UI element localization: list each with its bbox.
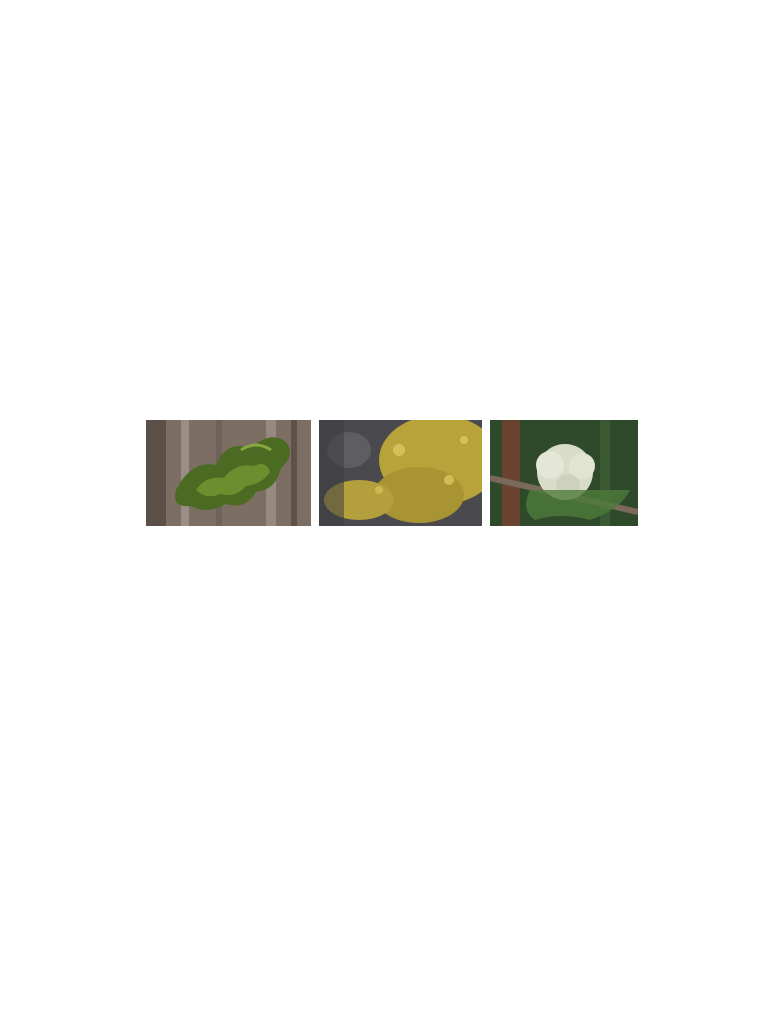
crustose-lichen-image bbox=[319, 420, 482, 526]
paragraph-2-line-1 bbox=[110, 268, 700, 288]
figure-title bbox=[380, 580, 600, 600]
paragraph-2-line-3 bbox=[110, 327, 700, 347]
paragraph-1-line-2 bbox=[110, 173, 700, 193]
caption-fruticose-lichen bbox=[524, 543, 644, 563]
document-title bbox=[0, 68, 768, 90]
fruticose-lichen-image bbox=[490, 420, 638, 526]
paragraph-3-line-3 bbox=[110, 676, 700, 696]
paragraph-3-line-6 bbox=[110, 764, 700, 784]
section-heading bbox=[190, 117, 260, 135]
paragraph-2-line-2 bbox=[110, 297, 700, 317]
paragraph-3-line-8 bbox=[110, 822, 700, 842]
lichen-figure bbox=[146, 420, 638, 526]
paragraph-1-line-3 bbox=[110, 202, 700, 222]
paragraph-2-line-4 bbox=[110, 356, 700, 376]
paragraph-3-line-1 bbox=[110, 617, 700, 637]
paragraph-3-line-7 bbox=[110, 793, 700, 813]
paragraph-1-line-1 bbox=[110, 144, 700, 164]
paragraph-3-line-9 bbox=[110, 852, 700, 872]
caption-crustose-lichen bbox=[345, 543, 465, 563]
paragraph-3-line-5 bbox=[110, 734, 700, 754]
leafy-lichen-image bbox=[146, 420, 311, 526]
caption-leafy-lichen bbox=[182, 543, 302, 563]
paragraph-1-line-4 bbox=[110, 231, 700, 251]
paragraph-3-line-4 bbox=[110, 705, 700, 725]
paragraph-3-line-2 bbox=[110, 646, 700, 666]
paragraph-2-line-5 bbox=[110, 385, 700, 405]
